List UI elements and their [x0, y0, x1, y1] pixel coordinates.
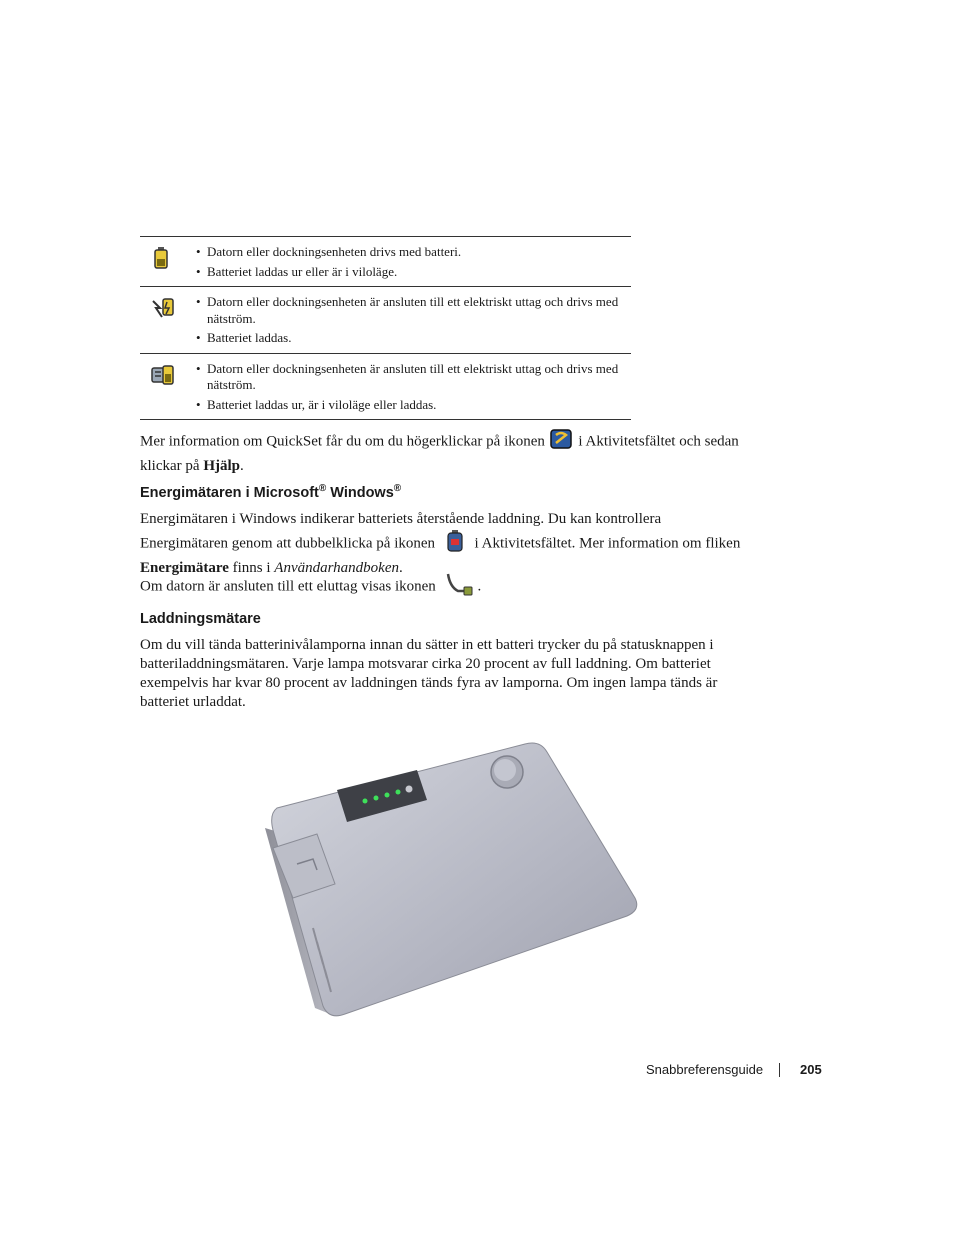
power-meter-paragraph: Energimätaren i Windows indikerar batteriets återstående laddning. Du kan kontrollera Energimätaren genom att dubbelklicka på ikonen i Aktivitetsfältet. Mer information om fliken Energimätare finns i Användarhandboken. [140, 511, 741, 576]
power-status-table [140, 236, 631, 420]
page-number: 205 [800, 1062, 822, 1077]
charging-plug-icon [150, 295, 176, 321]
ac-icon-paragraph: Om datorn är ansluten till ett eluttag visas ikonen . [140, 571, 760, 603]
charge-gauge-paragraph: Om du vill tända batterinivålamporna innan du sätter in ett batteri trycker du på statusknappen i batteriladdningsmätaren. Varje lampa motsvarar cirka 20 procent av full laddning. Om batteriet exempelvis har kvar 80 procent av laddningen tänds fyra av lamporna. Om ingen lampa tänds är batteriet urladdat. [140, 637, 718, 710]
list-item: • Datorn eller dockningsenheten är ansluten till ett elektriskt uttag och drivs med nätström. [196, 361, 631, 394]
list-item: • Batteriet laddas ur, är i viloläge eller laddas. [196, 397, 631, 414]
section-heading-power-meter: Energimätaren i Microsoft® Windows® [140, 483, 402, 501]
list-item: • Datorn eller dockningsenheten drivs med batteri. [196, 244, 631, 261]
battery-illustration [255, 738, 645, 1028]
status-row-battery [140, 237, 631, 287]
quickset-icon [549, 427, 575, 457]
list-item: • Batteriet laddas. [196, 330, 631, 347]
quickset-paragraph: Mer information om QuickSet får du om du högerklickar på ikonen i Aktivitetsfältet och sedan klickar på Hjälp. [140, 427, 760, 476]
ac-plug-icon [444, 571, 474, 603]
plug-battery-icon [150, 362, 176, 388]
footer-title: Snabbreferensguide [646, 1062, 764, 1077]
footer-divider [779, 1063, 780, 1077]
power-meter-icon [445, 529, 465, 559]
section-heading-charge-gauge: Laddningsmätare [140, 611, 261, 627]
status-row-plugged [140, 354, 631, 421]
list-item: • Datorn eller dockningsenheten är ansluten till ett elektriskt uttag och drivs med nätström. [196, 294, 631, 327]
status-row-charging [140, 287, 631, 354]
list-item: • Batteriet laddas ur eller är i viloläge. [196, 264, 631, 281]
battery-icon [150, 245, 176, 271]
